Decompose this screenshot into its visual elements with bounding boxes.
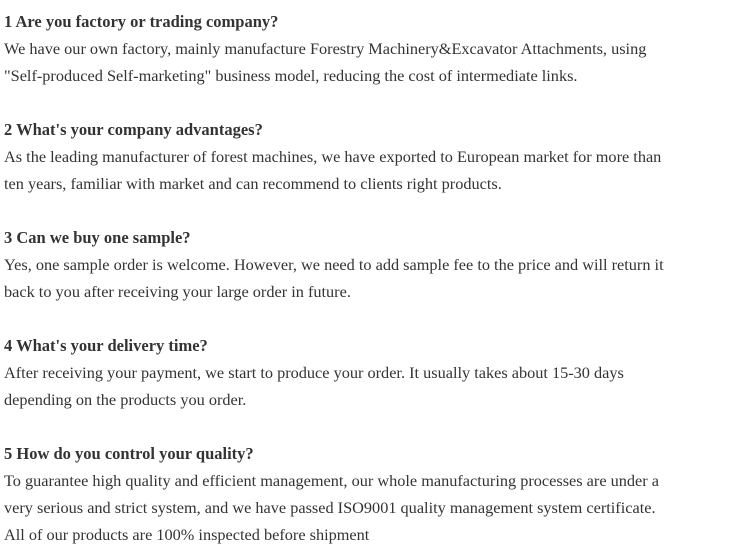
faq-answer-line: depending on the products you order. bbox=[4, 390, 247, 409]
faq-question: 4 What's your delivery time? bbox=[4, 336, 208, 355]
faq-question: 5 How do you control your quality? bbox=[4, 444, 254, 463]
faq-answer-line: After receiving your payment, we start to produce your order. It usually takes about 15-30 days bbox=[4, 363, 624, 382]
faq-question: 3 Can we buy one sample? bbox=[4, 228, 191, 247]
faq-answer bbox=[4, 35, 744, 89]
faq-item bbox=[4, 332, 744, 413]
faq-answer-line: very serious and strict system, and we have passed ISO9001 quality management system certificate. bbox=[4, 498, 656, 517]
faq-item bbox=[4, 8, 744, 89]
faq-answer-line: As the leading manufacturer of forest machines, we have exported to European market for more than bbox=[4, 147, 662, 166]
faq-answer-line: back to you after receiving your large order in future. bbox=[4, 282, 351, 301]
faq-question: 1 Are you factory or trading company? bbox=[4, 12, 279, 31]
faq-question: 2 What's your company advantages? bbox=[4, 120, 263, 139]
faq-item bbox=[4, 440, 744, 548]
faq-answer-line: Yes, one sample order is welcome. However, we need to add sample fee to the price and will return it bbox=[4, 255, 664, 274]
faq-answer bbox=[4, 467, 744, 548]
faq-answer-line: All of our products are 100% inspected before shipment bbox=[4, 525, 370, 544]
faq-answer-line: We have our own factory, mainly manufacture Forestry Machinery&Excavator Attachments, using bbox=[4, 39, 647, 58]
faq-answer-line: ten years, familiar with market and can recommend to clients right products. bbox=[4, 174, 502, 193]
faq-answer bbox=[4, 251, 744, 305]
faq-answer bbox=[4, 143, 744, 197]
faq-item bbox=[4, 224, 744, 305]
faq-answer-line: To guarantee high quality and efficient management, our whole manufacturing processes are under a bbox=[4, 471, 659, 490]
faq-item bbox=[4, 116, 744, 197]
faq-answer-line: "Self-produced Self-marketing" business model, reducing the cost of intermediate links. bbox=[4, 66, 578, 85]
faq-answer bbox=[4, 359, 744, 413]
